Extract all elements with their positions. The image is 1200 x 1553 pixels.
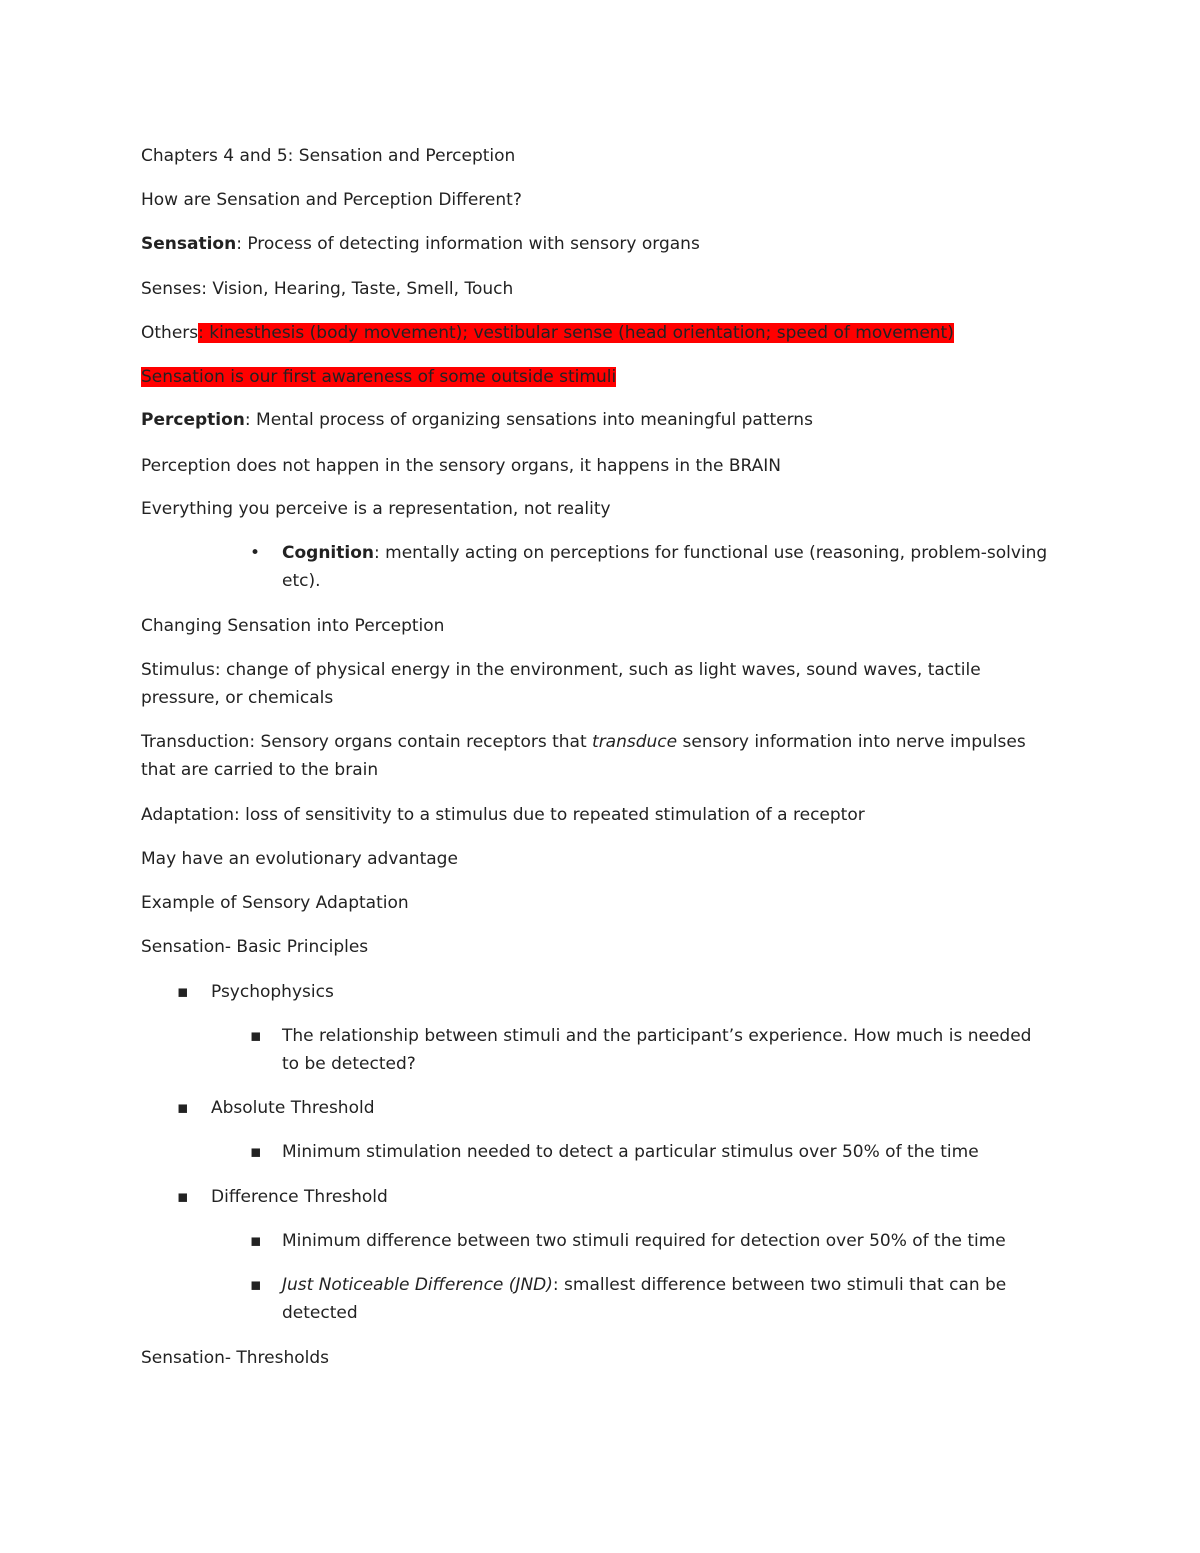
transduction-line-1 — [141, 728, 1026, 756]
evolutionary-line: May have an evolutionary advantage — [141, 849, 458, 869]
cognition-def-cont: etc). — [282, 571, 321, 591]
example-line: Example of Sensory Adaptation — [141, 893, 409, 913]
transduction-line-2: that are carried to the brain — [141, 760, 379, 780]
jnd-line-2: detected — [282, 1303, 358, 1323]
sensation-definition — [141, 230, 700, 258]
transduction-post: sensory information into nerve impulses — [677, 732, 1026, 752]
perception-brain-line: Perception does not happen in the sensory organs, it happens in the BRAIN — [141, 456, 782, 476]
difference-threshold-item: Difference Threshold — [211, 1187, 388, 1207]
difference-threshold-sub: Minimum difference between two stimuli required for detection over 50% of the time — [282, 1231, 1006, 1251]
jnd-term: Just Noticeable Difference (JND) — [282, 1275, 553, 1295]
sensation-def-text: : Process of detecting information with sensory organs — [236, 234, 700, 254]
cognition-term: Cognition — [282, 543, 374, 563]
perception-definition — [141, 406, 813, 434]
first-awareness-line — [141, 363, 616, 391]
perception-def-text: : Mental process of organizing sensations into meaningful patterns — [244, 410, 813, 430]
perception-term: Perception — [141, 410, 245, 430]
psychophysics-sub-2: to be detected? — [282, 1054, 416, 1074]
square-bullet: ▪ — [250, 1231, 262, 1251]
jnd-line-1 — [282, 1271, 1006, 1299]
basic-principles-heading: Sensation- Basic Principles — [141, 937, 369, 957]
psychophysics-sub-1: The relationship between stimuli and the participant’s experience. How much is needed — [282, 1026, 1032, 1046]
cognition-def-text: : mentally acting on perceptions for functional use (reasoning, problem-solving — [374, 543, 1048, 563]
changing-heading: Changing Sensation into Perception — [141, 616, 445, 636]
transduce-italic: transduce — [592, 732, 678, 752]
question-heading: How are Sensation and Perception Different? — [141, 190, 522, 210]
square-bullet: ▪ — [250, 1142, 262, 1162]
transduction-pre: Transduction: Sensory organs contain receptors that — [141, 732, 593, 752]
absolute-threshold-item: Absolute Threshold — [211, 1098, 375, 1118]
others-prefix: Others — [141, 323, 199, 343]
square-bullet: ▪ — [177, 1187, 189, 1207]
stimulus-line-2: pressure, or chemicals — [141, 688, 334, 708]
thresholds-heading: Sensation- Thresholds — [141, 1348, 330, 1368]
cognition-definition — [282, 539, 1047, 567]
others-highlight: : kinesthesis (body movement); vestibular sense (head orientation; speed of movement) — [198, 323, 954, 343]
absolute-threshold-sub: Minimum stimulation needed to detect a particular stimulus over 50% of the time — [282, 1142, 979, 1162]
psychophysics-item: Psychophysics — [211, 982, 334, 1002]
sensation-term: Sensation — [141, 234, 237, 254]
doc-title: Chapters 4 and 5: Sensation and Perception — [141, 146, 516, 166]
stimulus-line-1: Stimulus: change of physical energy in the environment, such as light waves, sound waves, tactile — [141, 660, 981, 680]
square-bullet: ▪ — [250, 1026, 262, 1046]
first-awareness-highlight: Sensation is our first awareness of some outside stimuli — [141, 367, 617, 387]
round-bullet: • — [250, 543, 261, 563]
adaptation-line: Adaptation: loss of sensitivity to a stimulus due to repeated stimulation of a receptor — [141, 805, 865, 825]
square-bullet: ▪ — [250, 1275, 262, 1295]
square-bullet: ▪ — [177, 1098, 189, 1118]
square-bullet: ▪ — [177, 982, 189, 1002]
senses-line: Senses: Vision, Hearing, Taste, Smell, Touch — [141, 279, 514, 299]
representation-line: Everything you perceive is a representation, not reality — [141, 499, 611, 519]
others-line — [141, 319, 954, 347]
jnd-def-text: : smallest difference between two stimuli that can be — [552, 1275, 1007, 1295]
